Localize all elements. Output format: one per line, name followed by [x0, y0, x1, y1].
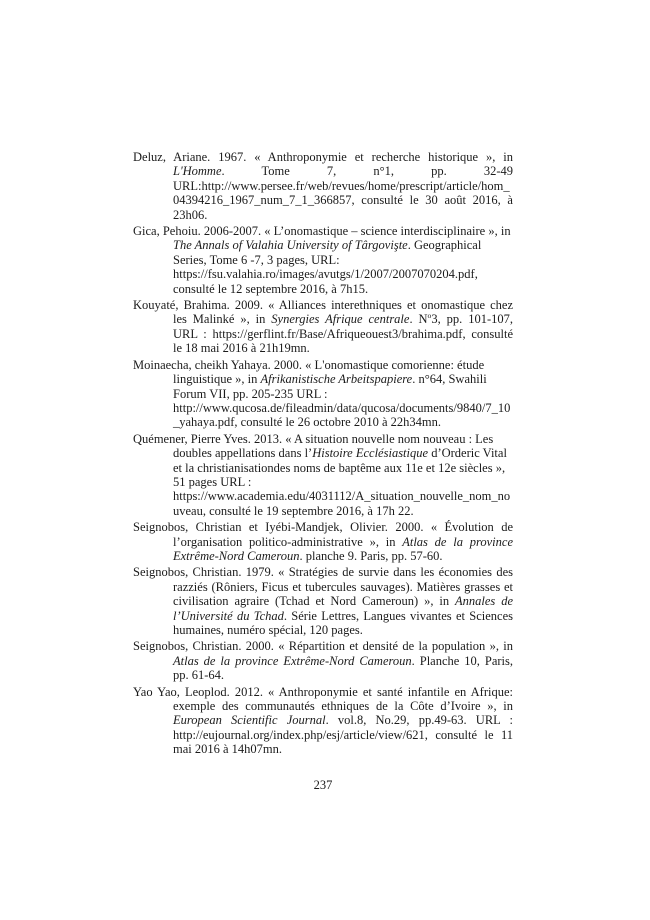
reference-entry [133, 150, 513, 222]
reference-entry [133, 520, 513, 563]
journal-title: L'Homme [173, 164, 222, 179]
superscript-ordinal: o [427, 311, 432, 321]
reference-text: . planche 9. Paris, pp. 57-60. [299, 548, 443, 563]
reference-entry [133, 358, 513, 430]
reference-url: https://www.academia.edu/4031112/A_situation_nouvelle_nom_nouveau, consulté le 19 septembre 2016, à 17h 22. [173, 489, 511, 518]
reference-text: Seignobos, Christian. 2000. « Répartition et densité de la population », in [133, 639, 513, 654]
journal-title: Afrikanistische Arbeitspapiere [260, 372, 413, 387]
reference-entry [133, 298, 513, 356]
reference-text: Quémener, Pierre Yves. 2013. « A situation nouvelle nom nouveau : Les doubles appellations dans l’ [133, 431, 494, 461]
reference-text: Yao Yao, Leoplod. 2012. « Anthroponymie et santé infantile en Afrique: exemple des communautés ethniques de la Côte d’Ivoire », in [133, 684, 513, 714]
reference-entry [133, 685, 513, 757]
reference-text: . Geographical Series, Tome 6 -7, 3 pages, URL: [173, 238, 482, 267]
reference-text: . n°64, Swahili Forum VII, pp. 205-235 URL : [173, 372, 487, 401]
reference-text: Kouyaté, Brahima. 2009. « Alliances interethniques et onomastique chez les Malinké », in [133, 298, 513, 327]
work-title: Histoire Ecclésiastique [312, 446, 429, 461]
reference-text: . Tome 7, n°1, pp. 32-49 URL:http://www.persee.fr/web/revues/home/prescript/article/hom_04394216_1967_num_7_1_366857, consulté le 30 août 2016, à 23h06. [173, 164, 513, 222]
journal-title: The Annals of Valahia University of Târgovişte [173, 238, 408, 253]
work-title: Atlas de la province Extrême-Nord Cameroun [173, 653, 412, 668]
journal-title: European Scientific Journal [173, 713, 326, 728]
reference-text: . N [409, 312, 428, 327]
reference-text: Deluz, Ariane. 1967. « Anthroponymie et recherche historique », in [133, 150, 513, 164]
reference-entry [133, 565, 513, 637]
reference-text: Seignobos, Christian et Iyébi-Mandjek, Olivier. 2000. « Évolution de l’organisation politico-administrative », in [133, 520, 513, 549]
reference-text: . vol.8, No.29, pp.49-63. URL : http://eujournal.org/index.php/esj/article/view/621, consulté le 11 mai 2016 à 14h07mn. [173, 713, 513, 757]
reference-entry [133, 432, 513, 518]
reference-url: http://www.qucosa.de/fileadmin/data/qucosa/documents/9840/7_10_yahaya.pdf, consulté le 26 octobre 2010 à 22h34mn. [173, 400, 511, 430]
reference-text: Moinaecha, cheikh Yahaya. 2000. « L'onomastique comorienne: étude linguistique », in [133, 357, 485, 387]
reference-text: . Série Lettres, Langues vivantes et Sciences humaines, numéro spécial, 120 pages. [173, 608, 513, 637]
reference-url: https://fsu.valahia.ro/images/avutgs/1/2007/2007070204.pdf, consulté le 12 septembre 2016, à 7h15. [173, 267, 478, 296]
journal-title: Synergies Afrique centrale [271, 312, 410, 327]
page-number: 237 [313, 778, 333, 792]
reference-entry [133, 224, 513, 296]
reference-text: d’Orderic Vital et la christianisationdes noms de baptême aux 11e et 12e siècles », 51 pages URL : [173, 446, 507, 489]
reference-text: . Planche 10, Paris, pp. 61-64. [173, 653, 514, 683]
reference-entry [133, 639, 513, 682]
reference-text: 3, pp. 101-107, URL : https://gerflint.fr/Base/Afriqueouest3/brahima.pdf, consulté le 18 mai 2016 à 21h19mn. [173, 312, 513, 356]
work-title: Atlas de la province Extrême-Nord Cameroun [173, 534, 513, 563]
reference-text: Seignobos, Christian. 1979. « Stratégies de survie dans les économies des razziés (Rôniers, Ficus et tubercules sauvages). Matières grasses et civilisation agraire (Tchad et Nord Cameroun) », in [133, 565, 513, 609]
references-list [133, 150, 513, 759]
reference-text: Gica, Pehoiu. 2006-2007. « L’onomastique – science interdisciplinaire », in [133, 224, 511, 239]
journal-title: Annales de l’Université du Tchad [173, 594, 513, 623]
